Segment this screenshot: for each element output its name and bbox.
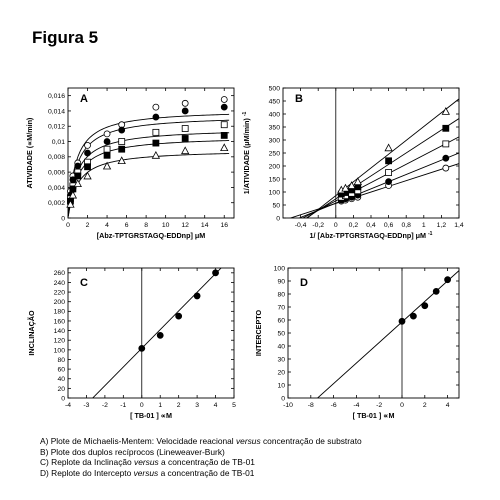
x-tick-label: 3 [195, 402, 200, 409]
y-tick-label: 0,01 [51, 138, 65, 146]
panel-b [242, 85, 464, 240]
y-tick-label: 220 [53, 289, 65, 297]
x-tick-label: 12 [181, 222, 189, 229]
data-point [85, 164, 91, 170]
x-tick-label: -0,2 [312, 222, 325, 229]
x-axis-label: [ TB-01 ] ∝M [352, 411, 395, 420]
y-axis-label: ATIVIDADE (∝M/min) [25, 117, 34, 189]
data-point [182, 126, 188, 132]
x-tick-label: 0,6 [383, 222, 394, 229]
data-point [182, 147, 189, 154]
data-point [153, 140, 159, 146]
y-tick-label: 0,012 [47, 123, 65, 131]
data-point [153, 114, 159, 120]
y-tick-label: 100 [53, 347, 65, 355]
y-tick-label: 30 [277, 356, 285, 364]
y-tick-label: 200 [268, 163, 280, 171]
y-tick-label: 80 [277, 291, 285, 299]
y-tick-label: 300 [268, 137, 280, 145]
y-tick-label: 250 [268, 150, 280, 158]
data-point [354, 178, 361, 185]
data-point [386, 179, 392, 185]
x-tick-label: 14 [200, 222, 209, 229]
y-tick-label: 150 [268, 176, 280, 184]
x-tick-label: 2 [422, 402, 427, 409]
plot-frame [68, 88, 234, 218]
y-tick-label: 0 [61, 395, 65, 403]
y-tick-label: 10 [277, 382, 285, 390]
y-tick-label: 20 [277, 369, 285, 377]
panel-a [25, 88, 234, 240]
data-point [119, 127, 125, 133]
x-tick-label: 4 [445, 402, 450, 409]
caption-a: A) Plote de Michaelis-Mentem: Velocidade reacional versus concentração de substrato [40, 436, 362, 446]
y-tick-label: 20 [57, 385, 65, 393]
data-point [182, 108, 188, 114]
data-point [104, 131, 110, 137]
fit-line [283, 137, 459, 229]
data-point [386, 158, 392, 164]
data-point [75, 173, 81, 179]
data-point [182, 100, 188, 106]
data-point [84, 172, 91, 179]
data-point [443, 165, 449, 171]
data-point [139, 345, 145, 351]
x-tick-label: -4 [64, 402, 72, 409]
y-tick-label: 120 [53, 337, 65, 345]
x-tick-label: 2 [176, 402, 181, 409]
y-tick-label: 0 [281, 395, 285, 403]
data-point [104, 139, 110, 145]
y-axis-label: INTERCEPTO [254, 309, 263, 357]
y-axis-label: INCLINAÇÃO [27, 310, 36, 356]
fit-curve [68, 120, 229, 216]
x-tick-label: -10 [283, 402, 293, 409]
y-tick-label: 50 [277, 330, 285, 338]
panel-label-b: B [295, 93, 303, 105]
data-point [104, 163, 111, 170]
x-tick-label: 1,4 [454, 222, 464, 229]
x-tick-label: 0 [333, 222, 338, 229]
data-point [221, 122, 227, 128]
data-point [176, 313, 182, 319]
x-axis-label: [Abz-TPTGRSTAGQ-EDDnp] μM [96, 231, 206, 240]
y-tick-label: 0 [276, 215, 280, 223]
x-tick-label: 1 [158, 402, 163, 409]
data-point [443, 141, 449, 147]
plot-frame [283, 88, 459, 218]
panel-d [254, 265, 459, 424]
y-tick-label: 400 [268, 111, 280, 119]
data-point [152, 152, 159, 159]
caption-c: C) Replote da Inclinação versus a concentração de TB-01 [40, 457, 255, 468]
x-tick-label: 0 [66, 222, 70, 229]
y-tick-label: 0,006 [47, 169, 65, 177]
x-axis-label: [ TB-01 ] ∝M [130, 411, 172, 420]
y-tick-label: 40 [277, 343, 285, 351]
x-tick-label: -4 [353, 402, 360, 409]
y-tick-label: 0,002 [47, 200, 65, 208]
data-point [104, 146, 110, 152]
x-tick-label: 6 [124, 222, 129, 229]
y-tick-label: 180 [53, 308, 65, 316]
fit-line [283, 153, 459, 225]
y-tick-label: 0,014 [47, 108, 65, 116]
y-tick-label: 0,004 [47, 184, 65, 192]
y-tick-label: 70 [277, 304, 285, 312]
y-tick-label: 60 [57, 366, 65, 374]
x-tick-label: 5 [232, 402, 236, 409]
data-point [213, 270, 219, 276]
x-tick-label: 1,2 [436, 222, 447, 229]
x-tick-label: 8 [144, 222, 149, 229]
y-tick-label: 240 [53, 279, 65, 287]
panel-c [27, 255, 236, 423]
fit-line [283, 164, 459, 221]
plot-frame [68, 268, 234, 398]
fit-curve [68, 154, 229, 217]
x-tick-label: 16 [220, 222, 229, 229]
fit-curve [68, 133, 229, 216]
y-tick-label: 200 [53, 299, 65, 307]
x-tick-label: -2 [376, 402, 383, 409]
y-tick-label: 0,016 [47, 93, 65, 101]
y-tick-label: 260 [53, 270, 65, 278]
x-tick-label: 4 [105, 222, 109, 229]
y-tick-label: 100 [273, 265, 285, 273]
data-points [67, 96, 228, 207]
figure-captions [40, 436, 362, 478]
data-points [338, 108, 450, 204]
x-tick-label: 0 [400, 402, 404, 409]
y-tick-label: 80 [57, 356, 65, 364]
x-axis-label: 1/ [Abz-TPTGRSTAGQ-EDDnp] μM $^{-1}$ [309, 231, 433, 240]
x-tick-label: -0,4 [294, 222, 307, 229]
y-tick-label: 90 [277, 278, 285, 286]
data-point [153, 104, 159, 110]
data-point [399, 318, 405, 324]
y-tick-label: 0,008 [47, 154, 65, 162]
x-tick-label: 10 [161, 222, 170, 229]
y-axis-label: 1/ATIVIDADE (μM/min) $^{-1}$ [242, 111, 251, 195]
data-point [445, 277, 451, 283]
data-point [221, 96, 227, 102]
panel-label-a: A [80, 93, 88, 105]
caption-d: D) Replote do Intercepto versus a concentração de TB-01 [40, 467, 255, 478]
y-tick-label: 50 [272, 202, 280, 210]
panel-label-d: D [300, 277, 308, 289]
x-tick-label: -8 [307, 402, 314, 409]
x-tick-label: -6 [330, 402, 337, 409]
fit-lines [68, 114, 229, 216]
data-point [433, 288, 439, 294]
x-tick-label: 0,2 [348, 222, 359, 229]
y-tick-label: 140 [53, 327, 65, 335]
data-point [153, 129, 159, 135]
data-point [182, 135, 188, 141]
data-point [422, 303, 428, 309]
data-point [194, 293, 200, 299]
x-tick-label: 0 [139, 402, 144, 409]
x-tick-label: 0,4 [366, 222, 376, 229]
y-tick-label: 160 [53, 318, 65, 326]
x-tick-label: -3 [83, 402, 90, 409]
data-point [221, 104, 227, 110]
data-point [443, 125, 449, 131]
y-tick-label: 40 [57, 376, 65, 384]
caption-b: B) Plote dos duplos recíprocos (Lineweaver-Burk) [40, 446, 225, 457]
y-tick-label: 350 [268, 124, 280, 132]
x-tick-label: 4 [213, 402, 218, 409]
y-tick-label: 100 [268, 189, 280, 197]
data-point [386, 170, 392, 176]
data-point [221, 144, 228, 151]
y-tick-label: 0 [61, 215, 65, 223]
data-point [75, 163, 81, 169]
data-point [221, 132, 227, 138]
data-point [443, 155, 449, 161]
x-tick-label: 2 [85, 222, 90, 229]
data-point [85, 142, 91, 148]
x-tick-label: -1 [120, 402, 127, 409]
y-tick-label: 60 [277, 317, 285, 325]
plot-frame [288, 268, 459, 398]
x-tick-label: 1 [421, 222, 426, 229]
x-tick-label: 0,8 [401, 222, 411, 229]
x-tick-label: -2 [101, 402, 108, 409]
figure-title: Figura 5 [32, 28, 99, 47]
data-point [119, 146, 125, 152]
data-point [85, 150, 91, 156]
data-point [119, 139, 125, 145]
fit-curve [68, 114, 229, 215]
data-point [385, 144, 392, 151]
data-point [410, 313, 416, 319]
y-tick-label: 500 [268, 85, 280, 93]
data-point [157, 332, 163, 338]
panel-label-c: C [80, 277, 88, 289]
y-tick-label: 450 [268, 98, 280, 106]
data-point [104, 152, 110, 158]
